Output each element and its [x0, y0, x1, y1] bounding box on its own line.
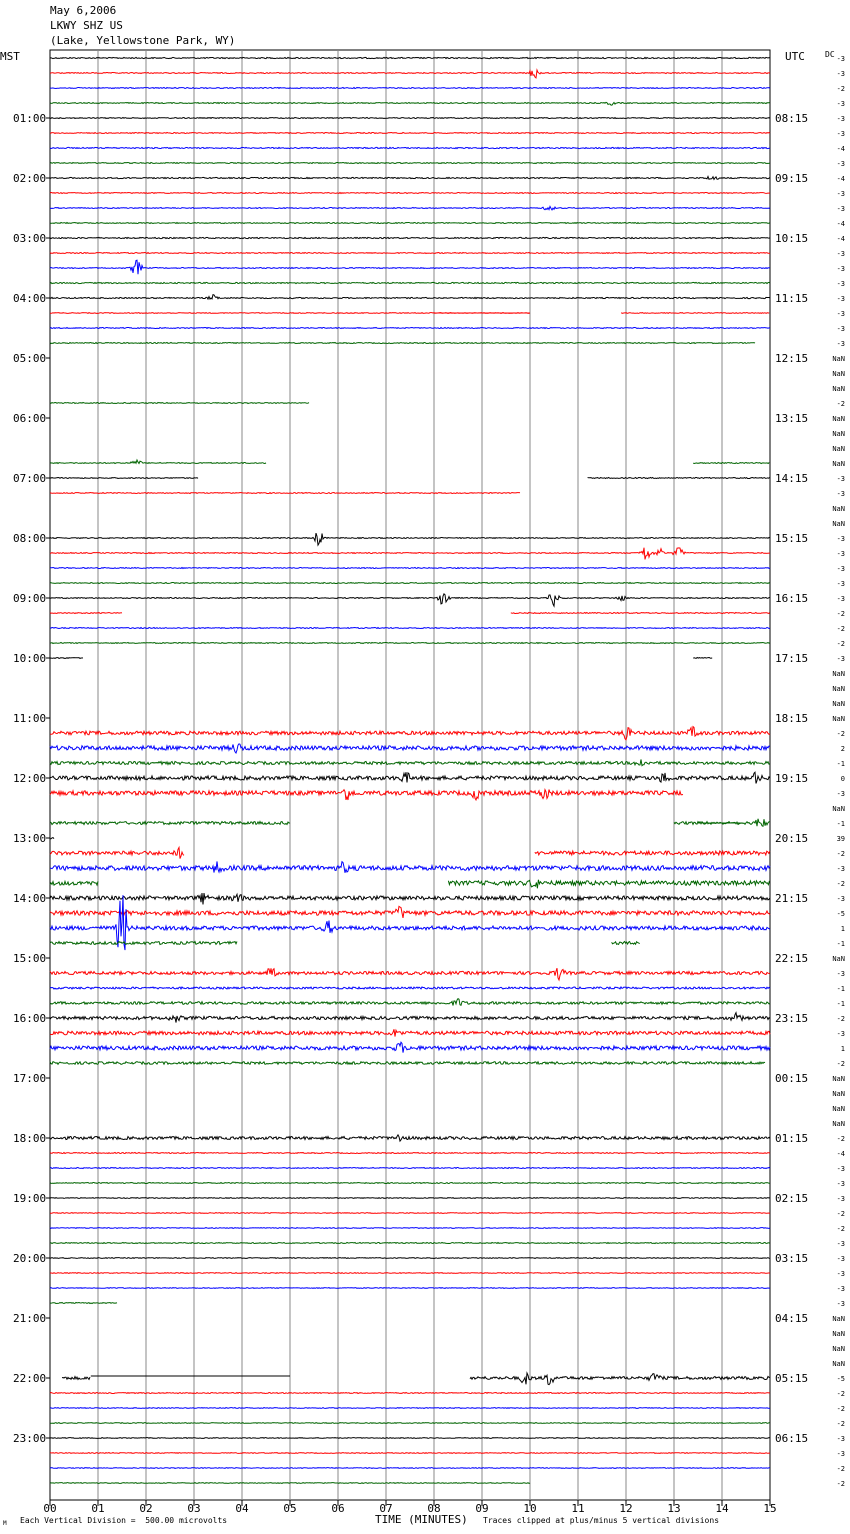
dc-offset-label: -3 — [836, 535, 845, 543]
seismic-trace — [50, 628, 770, 629]
x-tick-label: 12 — [619, 1502, 633, 1515]
dc-offset-label: NaN — [832, 415, 845, 423]
dc-offset-label: NaN — [832, 460, 845, 468]
seismic-trace — [535, 851, 770, 855]
corner-mark: M — [3, 1520, 7, 1527]
dc-offset-label: NaN — [832, 1360, 845, 1368]
hour-label-utc: 20:15 — [775, 832, 809, 845]
dc-offset-label: NaN — [832, 445, 845, 453]
dc-offset-label: -2 — [836, 625, 845, 633]
left-axis-label: MST — [0, 50, 20, 63]
dc-offset-label: -2 — [836, 1060, 845, 1068]
seismic-trace — [50, 70, 770, 78]
dc-offset-label: -3 — [836, 190, 845, 198]
dc-offset-label: -3 — [836, 565, 845, 573]
hour-label-mst: 22:00 — [13, 1372, 47, 1385]
dc-offset-label: -5 — [836, 910, 845, 918]
dc-offset-label: -2 — [836, 850, 845, 858]
seismic-trace — [62, 1377, 90, 1380]
dc-offset-label: NaN — [832, 1120, 845, 1128]
dc-offset-label: -3 — [836, 1435, 845, 1443]
dc-offset-label: -3 — [836, 475, 845, 483]
seismic-trace — [50, 848, 184, 859]
dc-offset-label: -3 — [836, 295, 845, 303]
seismic-trace — [50, 1483, 530, 1484]
seismic-trace — [50, 1273, 770, 1274]
dc-offset-label: -3 — [836, 1180, 845, 1188]
x-tick-label: 14 — [715, 1502, 729, 1515]
dc-offset-label: -4 — [836, 220, 845, 228]
seismic-trace — [50, 253, 770, 254]
dc-offset-label: NaN — [832, 505, 845, 513]
hour-label-utc: 09:15 — [775, 172, 809, 185]
dc-offset-label: 1 — [840, 925, 845, 933]
seismic-trace — [50, 1423, 770, 1424]
seismic-trace — [588, 478, 770, 479]
hour-label-mst: 17:00 — [13, 1072, 47, 1085]
seismic-trace — [50, 999, 770, 1006]
dc-label: DC — [825, 50, 835, 59]
seismic-trace — [50, 1062, 765, 1065]
dc-offset-label: -4 — [836, 175, 845, 183]
seismic-trace — [50, 493, 520, 494]
seismic-trace — [50, 163, 770, 164]
dc-offset-label: -3 — [836, 1270, 845, 1278]
dc-offset-label: -3 — [836, 1450, 845, 1458]
x-tick-label: 02 — [139, 1502, 153, 1515]
hour-label-mst: 02:00 — [13, 172, 47, 185]
seismic-trace — [50, 102, 770, 105]
hour-label-mst: 01:00 — [13, 112, 47, 125]
dc-offset-label: NaN — [832, 520, 845, 528]
hour-label-mst: 12:00 — [13, 772, 47, 785]
dc-offset-label: 1 — [840, 1045, 845, 1053]
dc-offset-label: 0 — [840, 775, 845, 783]
x-tick-label: 11 — [571, 1502, 585, 1515]
dc-offset-label: -2 — [836, 1210, 845, 1218]
dc-offset-label: -3 — [836, 205, 845, 213]
dc-offset-label: -4 — [836, 235, 845, 243]
hour-label-utc: 12:15 — [775, 352, 809, 365]
seismic-trace — [50, 1183, 770, 1184]
dc-offset-label: -3 — [836, 580, 845, 588]
seismic-trace — [50, 237, 770, 238]
seismic-trace — [50, 177, 770, 180]
seismic-trace — [50, 881, 98, 885]
dc-offset-label: -2 — [836, 1465, 845, 1473]
x-tick-label: 10 — [523, 1502, 537, 1515]
seismic-trace — [50, 822, 290, 825]
dc-offset-label: -3 — [836, 310, 845, 318]
seismic-trace — [50, 906, 770, 918]
hour-label-mst: 04:00 — [13, 292, 47, 305]
seismic-trace — [50, 1153, 770, 1154]
station-location: (Lake, Yellowstone Park, WY) — [50, 34, 236, 47]
seismic-trace — [50, 403, 309, 404]
dc-offset-label: -3 — [836, 160, 845, 168]
dc-offset-label: NaN — [832, 700, 845, 708]
dc-offset-label: -3 — [836, 250, 845, 258]
dc-offset-label: -2 — [836, 1405, 845, 1413]
dc-offset-label: -1 — [836, 1000, 845, 1008]
dc-offset-label: -3 — [836, 895, 845, 903]
hour-label-mst: 06:00 — [13, 412, 47, 425]
dc-offset-label: -1 — [836, 985, 845, 993]
dc-offset-label: NaN — [832, 685, 845, 693]
dc-offset-label: -3 — [836, 1165, 845, 1173]
seismic-trace — [621, 313, 769, 314]
seismic-trace — [50, 193, 770, 194]
seismic-trace — [50, 583, 770, 584]
hour-label-utc: 16:15 — [775, 592, 809, 605]
seismic-trace — [693, 658, 712, 659]
seismic-trace — [50, 206, 770, 210]
hour-label-utc: 08:15 — [775, 112, 809, 125]
dc-offset-label: -3 — [836, 970, 845, 978]
seismic-trace — [50, 1243, 770, 1244]
dc-offset-label: NaN — [832, 1345, 845, 1353]
hour-label-mst: 09:00 — [13, 592, 47, 605]
x-tick-label: 05 — [283, 1502, 297, 1515]
seismic-trace — [50, 1029, 770, 1036]
dc-offset-label: -1 — [836, 820, 845, 828]
seismic-trace — [50, 295, 770, 300]
hour-label-utc: 06:15 — [775, 1432, 809, 1445]
dc-offset-label: -3 — [836, 100, 845, 108]
dc-offset-label: -3 — [836, 550, 845, 558]
x-tick-label: 01 — [91, 1502, 105, 1515]
seismic-trace — [50, 1438, 770, 1439]
seismic-trace — [50, 1258, 770, 1259]
dc-offset-label: -3 — [836, 1285, 845, 1293]
seismic-trace — [50, 658, 83, 659]
dc-offset-label: 2 — [840, 745, 845, 753]
seismic-trace — [50, 548, 770, 560]
hour-label-mst: 13:00 — [13, 832, 47, 845]
seismic-trace — [50, 1453, 770, 1454]
dc-offset-label: -3 — [836, 1255, 845, 1263]
seismic-trace — [50, 1393, 770, 1394]
hour-label-utc: 22:15 — [775, 952, 809, 965]
hour-label-utc: 03:15 — [775, 1252, 809, 1265]
seismic-trace — [50, 838, 54, 839]
dc-offset-label: -3 — [836, 595, 845, 603]
dc-offset-label: NaN — [832, 670, 845, 678]
dc-offset-label: NaN — [832, 955, 845, 963]
seismic-trace — [50, 1213, 770, 1214]
dc-offset-label: -3 — [836, 1195, 845, 1203]
dc-offset-label: -3 — [836, 55, 845, 63]
dc-offset-label: -2 — [836, 880, 845, 888]
seismic-trace — [50, 343, 755, 344]
hour-label-utc: 21:15 — [775, 892, 809, 905]
dc-offset-label: -3 — [836, 490, 845, 498]
seismic-trace — [50, 594, 770, 606]
x-axis-label: TIME (MINUTES) — [375, 1513, 468, 1526]
seismic-trace — [50, 478, 198, 479]
hour-label-utc: 13:15 — [775, 412, 809, 425]
dc-offset-label: -3 — [836, 70, 845, 78]
seismic-trace — [50, 760, 770, 766]
dc-offset-label: -3 — [836, 1240, 845, 1248]
hour-label-utc: 01:15 — [775, 1132, 809, 1145]
seismic-trace — [50, 1198, 770, 1199]
seismic-trace — [470, 1373, 770, 1385]
seismic-trace — [50, 57, 770, 58]
seismic-trace — [50, 260, 770, 274]
dc-offset-label: -3 — [836, 280, 845, 288]
seismic-trace — [693, 463, 769, 464]
seismic-trace — [50, 727, 770, 740]
dc-offset-label: NaN — [832, 1315, 845, 1323]
seismic-trace — [50, 223, 770, 224]
seismic-trace — [50, 533, 770, 545]
x-tick-label: 08 — [427, 1502, 441, 1515]
plot-date: May 6,2006 — [50, 4, 117, 17]
seismic-trace — [50, 1013, 770, 1023]
dc-offset-label: NaN — [832, 1330, 845, 1338]
dc-offset-label: NaN — [832, 1075, 845, 1083]
dc-offset-label: NaN — [832, 355, 845, 363]
hour-label-utc: 18:15 — [775, 712, 809, 725]
x-tick-label: 04 — [235, 1502, 249, 1515]
dc-offset-label: -5 — [836, 1375, 845, 1383]
dc-offset-label: NaN — [832, 1090, 845, 1098]
dc-offset-label: -3 — [836, 1300, 845, 1308]
hour-label-mst: 10:00 — [13, 652, 47, 665]
dc-offset-label: -2 — [836, 1390, 845, 1398]
hour-label-mst: 18:00 — [13, 1132, 47, 1145]
dc-offset-label: NaN — [832, 1105, 845, 1113]
seismic-trace — [50, 1168, 770, 1169]
hour-label-mst: 03:00 — [13, 232, 47, 245]
dc-offset-label: 39 — [836, 835, 845, 843]
dc-offset-label: NaN — [832, 805, 845, 813]
dc-offset-label: -2 — [836, 1480, 845, 1488]
hour-label-mst: 16:00 — [13, 1012, 47, 1025]
dc-offset-label: -2 — [836, 1420, 845, 1428]
dc-offset-label: -3 — [836, 655, 845, 663]
dc-offset-label: -2 — [836, 1225, 845, 1233]
hour-label-mst: 15:00 — [13, 952, 47, 965]
dc-offset-label: -3 — [836, 865, 845, 873]
hour-label-utc: 05:15 — [775, 1372, 809, 1385]
seismic-trace — [50, 328, 770, 329]
x-tick-label: 06 — [331, 1502, 345, 1515]
dc-offset-label: -3 — [836, 325, 845, 333]
seismic-trace — [50, 942, 237, 945]
seismic-trace — [50, 147, 770, 148]
hour-label-utc: 00:15 — [775, 1072, 809, 1085]
seismic-trace — [50, 772, 770, 783]
hour-label-utc: 02:15 — [775, 1192, 809, 1205]
dc-offset-label: -3 — [836, 1030, 845, 1038]
right-axis-label: UTC — [785, 50, 805, 63]
seismic-trace — [511, 613, 770, 614]
seismic-trace — [50, 861, 770, 872]
scale-note: Each Vertical Division = 500.00 microvolts — [20, 1516, 228, 1525]
dc-offset-label: -3 — [836, 265, 845, 273]
dc-offset-label: -2 — [836, 1015, 845, 1023]
x-tick-label: 03 — [187, 1502, 201, 1515]
hour-label-utc: 10:15 — [775, 232, 809, 245]
hour-label-utc: 23:15 — [775, 1012, 809, 1025]
seismic-trace — [50, 1468, 770, 1469]
seismic-trace — [448, 880, 769, 889]
x-tick-label: 09 — [475, 1502, 489, 1515]
x-tick-label: 13 — [667, 1502, 681, 1515]
hour-label-utc: 11:15 — [775, 292, 809, 305]
clip-note: Traces clipped at plus/minus 5 vertical divisions — [483, 1516, 720, 1525]
seismic-trace — [50, 790, 683, 800]
hour-label-utc: 15:15 — [775, 532, 809, 545]
x-tick-label: 00 — [43, 1502, 57, 1515]
seismic-trace — [50, 118, 770, 119]
dc-offset-label: -2 — [836, 85, 845, 93]
seismic-trace — [50, 643, 770, 644]
hour-label-utc: 17:15 — [775, 652, 809, 665]
dc-offset-label: -2 — [836, 730, 845, 738]
seismic-trace — [50, 968, 770, 980]
dc-offset-label: -3 — [836, 130, 845, 138]
seismic-trace — [50, 88, 770, 89]
hour-label-utc: 19:15 — [775, 772, 809, 785]
seismic-trace — [50, 987, 770, 989]
station-name: LKWY SHZ US — [50, 19, 123, 32]
seismic-trace — [50, 1228, 770, 1229]
dc-offset-label: -3 — [836, 115, 845, 123]
seismic-trace — [50, 1135, 770, 1141]
dc-offset-label: NaN — [832, 430, 845, 438]
seismic-trace — [50, 893, 770, 904]
hour-label-mst: 08:00 — [13, 532, 47, 545]
dc-offset-label: -1 — [836, 940, 845, 948]
hour-label-mst: 20:00 — [13, 1252, 47, 1265]
hour-label-mst: 14:00 — [13, 892, 47, 905]
hour-label-mst: 07:00 — [13, 472, 47, 485]
seismic-trace — [50, 460, 266, 464]
dc-offset-label: NaN — [832, 385, 845, 393]
dc-offset-label: -2 — [836, 640, 845, 648]
dc-offset-label: -2 — [836, 400, 845, 408]
x-tick-label: 15 — [763, 1502, 777, 1515]
hour-label-utc: 14:15 — [775, 472, 809, 485]
seismic-trace — [50, 282, 770, 283]
dc-offset-label: NaN — [832, 715, 845, 723]
seismic-trace — [50, 568, 770, 569]
seismic-trace — [50, 133, 770, 134]
hour-label-mst: 05:00 — [13, 352, 47, 365]
x-tick-label: 07 — [379, 1502, 393, 1515]
hour-label-utc: 04:15 — [775, 1312, 809, 1325]
dc-offset-label: -2 — [836, 610, 845, 618]
seismic-trace — [50, 1042, 770, 1052]
hour-label-mst: 21:00 — [13, 1312, 47, 1325]
seismic-trace — [50, 613, 122, 614]
hour-label-mst: 11:00 — [13, 712, 47, 725]
seismic-trace — [50, 1288, 770, 1289]
seismic-trace — [50, 1303, 117, 1304]
dc-offset-label: -4 — [836, 145, 845, 153]
seismic-trace — [50, 1408, 770, 1409]
hour-label-mst: 23:00 — [13, 1432, 47, 1445]
dc-offset-label: -3 — [836, 790, 845, 798]
hour-label-mst: 19:00 — [13, 1192, 47, 1205]
dc-offset-label: -4 — [836, 1150, 845, 1158]
seismic-trace — [50, 744, 770, 753]
dc-offset-label: -3 — [836, 340, 845, 348]
dc-offset-label: -2 — [836, 1135, 845, 1143]
dc-offset-label: NaN — [832, 370, 845, 378]
dc-offset-label: -1 — [836, 760, 845, 768]
